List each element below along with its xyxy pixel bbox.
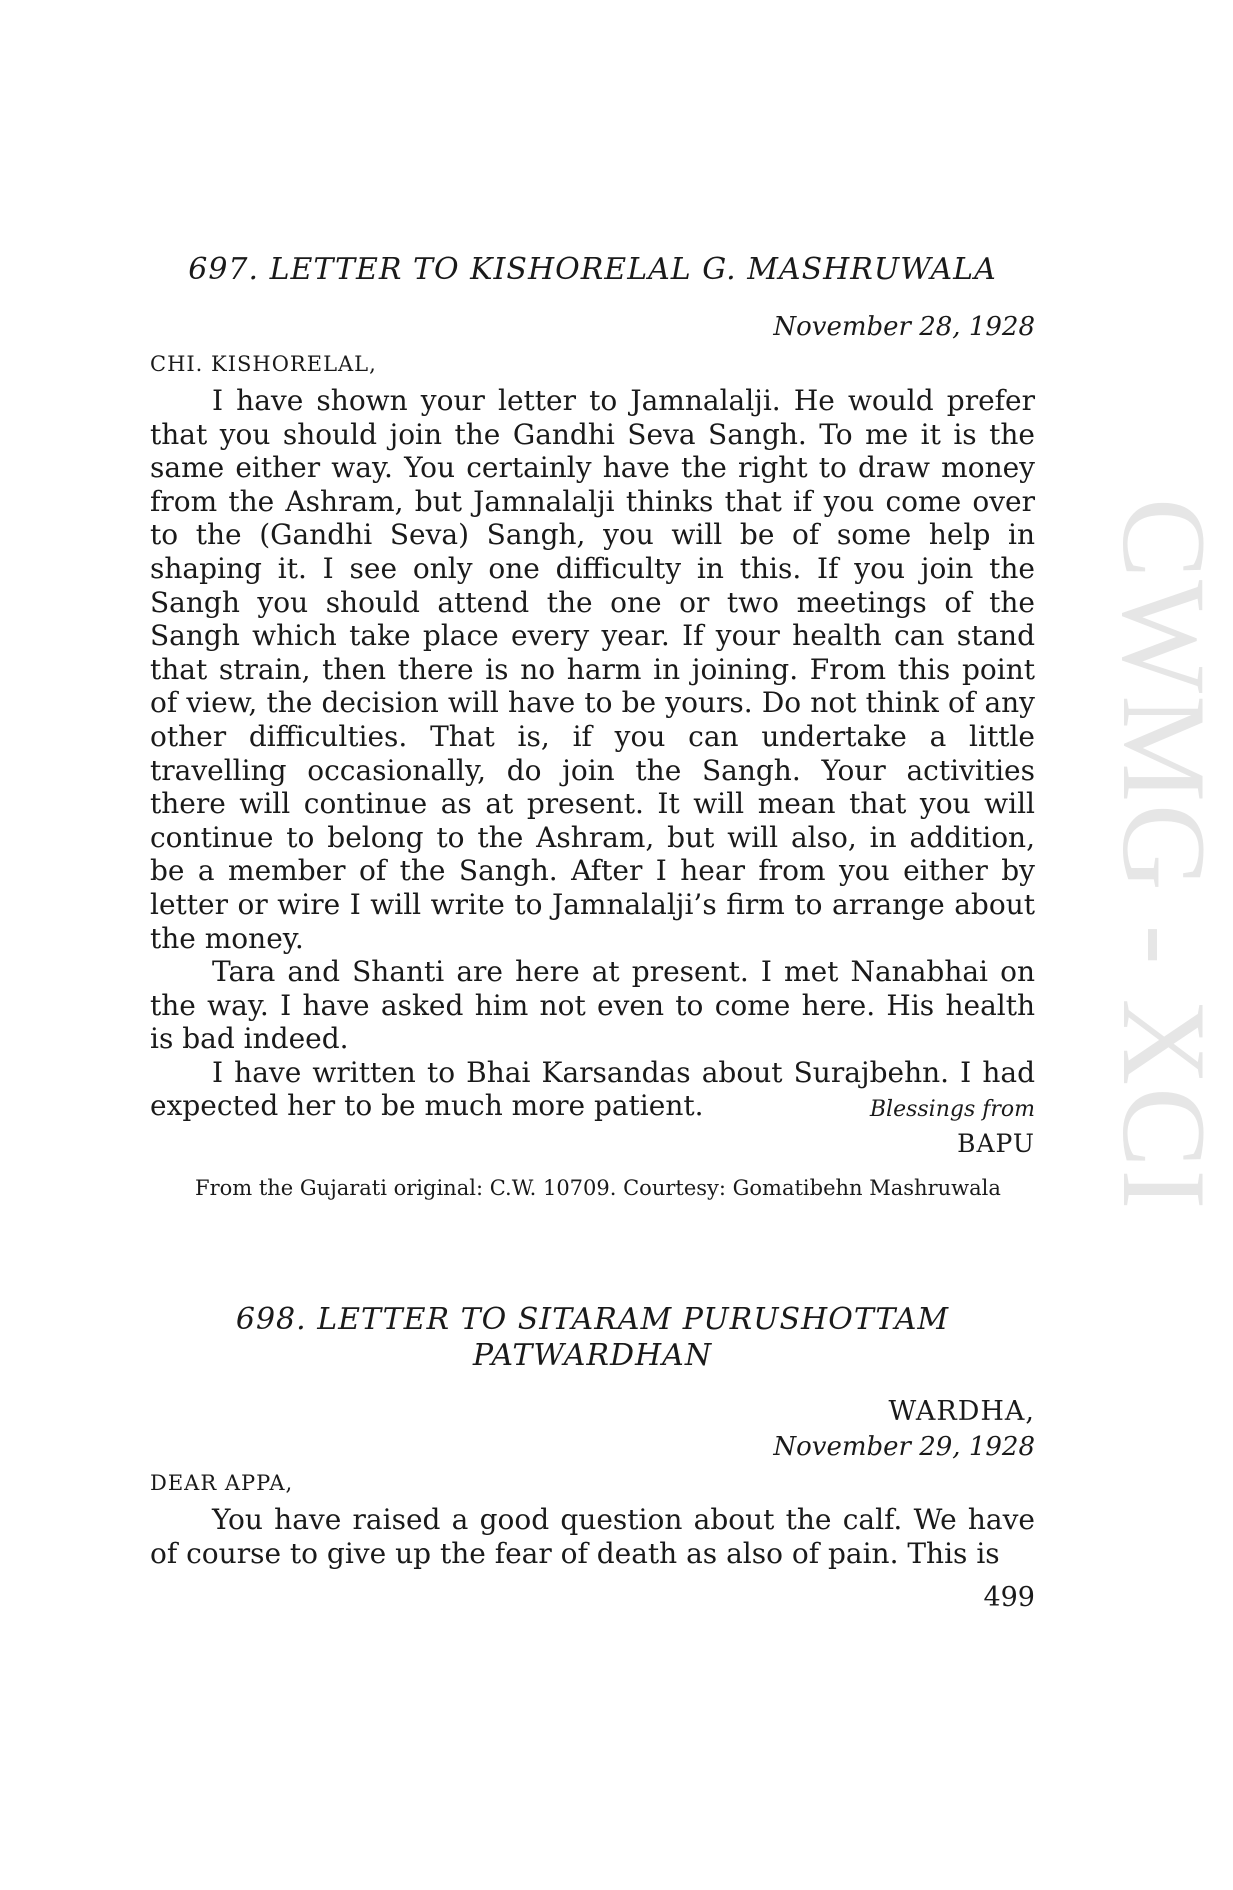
letter-698-body (150, 1503, 1035, 1570)
watermark (1095, 498, 1231, 1398)
letter-697-paragraph-2: Tara and Shanti are here at present. I met Nanabhai on the way. I have asked him not even to come here. His health is bad indeed. (150, 955, 1035, 1056)
letter-697-paragraph-1: I have shown your letter to Jamnalalji. He would prefer that you should join the Gandhi Seva Sangh. To me it is the same either way. You certainly have the right to draw money from the Ashram, but Jamnalalji thinks that if you come over to the (Gandhi Seva) Sangh, you will be of some help in shaping it. I see only one difficulty in this. If you join the Sangh you should attend the one or two meetings of the Sangh which take place every year. If your health can stand that strain, then there is no harm in joining. From this point of view, the decision will have to be yours. Do not think of any other difficulties. That is, if you can undertake a little travelling occasionally, do join the Sangh. Your activities there will continue as at present. It will mean that you will continue to belong to the Ashram, but will also, in addition, be a member of the Sangh. After I hear from you either by letter or wire I will write to Jamnalalji’s firm to arrange about the money. (150, 384, 1035, 955)
letter-698-paragraph-1: You have raised a good question about the calf. We have of course to give up the fear of death as also of pain. This is (150, 1503, 1035, 1570)
letter-697-date: November 28, 1928 (773, 312, 1035, 342)
page-number: 499 (983, 1582, 1035, 1613)
letter-697-source-note: From the Gujarati original: C.W. 10709. Courtesy: Gomatibehn Mashruwala (195, 1176, 1001, 1200)
letter-697-paragraph-3: I have written to Bhai Karsandas about Surajbehn. I had expected her to be much more patient. (150, 1055, 1035, 1123)
letter-698-salutation: DEAR APPA, (150, 1471, 294, 1495)
letter-697-title: 697. LETTER TO KISHORELAL G. MASHRUWALA (188, 252, 997, 287)
watermark-text: CWMG - XCI (1098, 498, 1231, 1212)
letter-698-title-line-1: 698. LETTER TO SITARAM PURUSHOTTAM (235, 1302, 950, 1337)
letter-698-date: November 29, 1928 (773, 1432, 1035, 1462)
letter-697-body (150, 384, 1035, 1123)
letter-698-title-line-2: PATWARDHAN (472, 1338, 713, 1373)
letter-698-title (150, 1302, 1035, 1374)
letter-697-signature: BAPU (957, 1129, 1035, 1158)
letter-697-salutation: CHI. KISHORELAL, (150, 352, 377, 376)
letter-697-closing: Blessings from (869, 1097, 1035, 1122)
letter-698-place: WARDHA, (888, 1396, 1035, 1427)
